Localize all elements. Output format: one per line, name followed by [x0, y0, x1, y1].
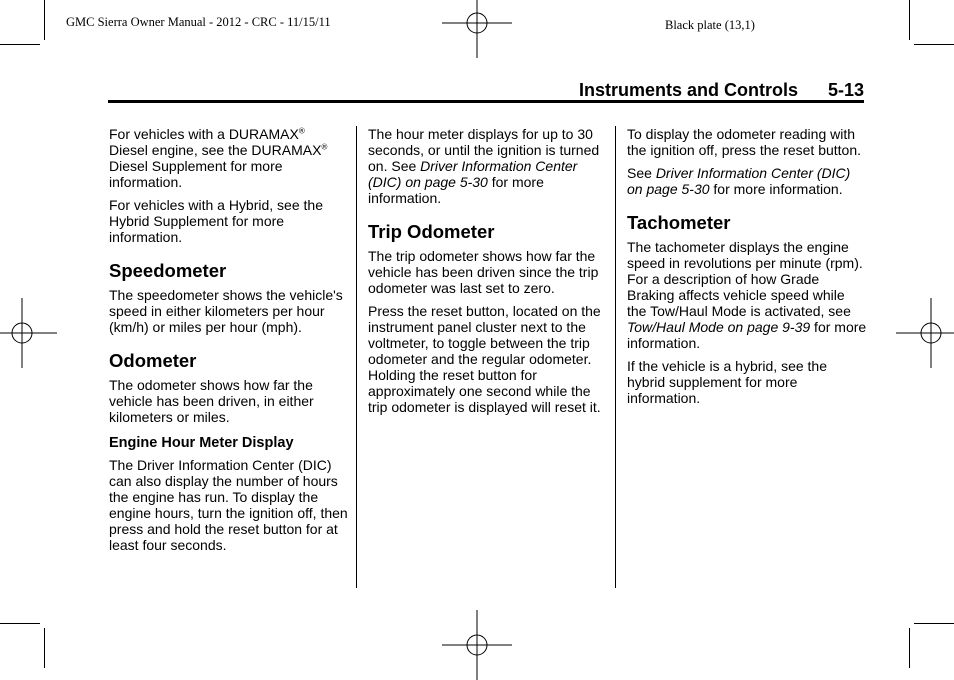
- heading-trip-odometer: Trip Odometer: [368, 221, 495, 242]
- crop-mark: [44, 0, 45, 40]
- paragraph-odometer: The odometer shows how far the vehicle has been driven, in either kilometers or miles.: [109, 377, 314, 425]
- registration-mark-left: [0, 298, 57, 368]
- text: For vehicles with a DURAMAX: [109, 126, 299, 142]
- column-2: [368, 126, 608, 422]
- paragraph-trip-odometer-2: Press the reset button, located on the instrument panel cluster next to the voltmeter, to toggle between the trip odometer and the regular odometer. Holding the reset button for approximately one second while the trip odometer is displayed will reset it.: [368, 303, 601, 415]
- crop-mark: [909, 0, 910, 40]
- text: Diesel engine, see the DURAMAX: [109, 142, 322, 158]
- plate-info-left: GMC Sierra Owner Manual - 2012 - CRC - 11/15/11: [66, 15, 331, 29]
- section-title: Instruments and Controls: [578, 80, 798, 100]
- text: for more information.: [709, 181, 843, 197]
- header-rule: [108, 100, 864, 103]
- registration-mark-right: [896, 298, 954, 368]
- text: The hour meter displays for up to 30 seconds, or until the ignition is turned on. See: [368, 126, 600, 174]
- crop-mark: [44, 628, 45, 668]
- paragraph-engine-hour-meter: The Driver Information Center (DIC) can also display the number of hours the engine has run. To display the engine hours, turn the ignition off, then press and hold the reset button for at least four seconds.: [109, 457, 348, 553]
- cross-reference-link[interactable]: Tow/Haul Mode on page 9-39: [627, 319, 811, 335]
- paragraph-hour-meter: [368, 126, 608, 206]
- text: for more information.: [627, 319, 867, 351]
- registration-mark-bottom: [442, 610, 512, 680]
- column-divider: [615, 126, 616, 588]
- crop-mark: [914, 623, 954, 624]
- running-header: [108, 80, 864, 101]
- heading-engine-hour-meter: Engine Hour Meter Display: [109, 435, 294, 451]
- paragraph-trip-odometer-1: The trip odometer shows how far the vehicle has been driven since the trip odometer was last set to zero.: [368, 248, 599, 296]
- page-number: 5-13: [827, 80, 864, 100]
- paragraph-duramax: [109, 126, 349, 190]
- crop-mark: [0, 623, 40, 624]
- paragraph-tachometer: [627, 239, 867, 351]
- column-1: [109, 126, 349, 560]
- text: for more information.: [368, 174, 544, 206]
- plate-info-right: Black plate (13,1): [665, 18, 755, 32]
- crop-mark: [0, 44, 40, 45]
- paragraph-see-dic: [627, 165, 867, 197]
- paragraph-speedometer: The speedometer shows the vehicle's speed in either kilometers per hour (km/h) or miles per hour (mph).: [109, 287, 343, 335]
- registered-mark: ®: [321, 142, 328, 152]
- text: Diesel Supplement for more information.: [109, 158, 283, 190]
- crop-mark: [914, 44, 954, 45]
- column-3: [627, 126, 867, 413]
- registration-mark-top: [442, 0, 512, 58]
- heading-tachometer: Tachometer: [627, 212, 731, 233]
- column-divider: [356, 126, 357, 588]
- paragraph-hybrid-tach: If the vehicle is a hybrid, see the hybrid supplement for more information.: [627, 358, 827, 406]
- paragraph-odometer-reading: To display the odometer reading with the ignition off, press the reset button.: [627, 126, 862, 158]
- cross-reference-link[interactable]: Driver Information Center (DIC) on page 5-30: [627, 165, 851, 197]
- heading-speedometer: Speedometer: [109, 260, 227, 281]
- text: The tachometer displays the engine speed in revolutions per minute (rpm). For a description of how Grade Braking affects vehicle speed while the Tow/Haul Mode is activated, see: [627, 239, 863, 319]
- text: See: [627, 165, 656, 181]
- cross-reference-link[interactable]: Driver Information Center (DIC) on page 5-30: [368, 158, 578, 190]
- crop-mark: [909, 628, 910, 668]
- paragraph-hybrid: For vehicles with a Hybrid, see the Hybrid Supplement for more information.: [109, 197, 323, 245]
- registered-mark: ®: [298, 126, 305, 136]
- heading-odometer: Odometer: [109, 350, 197, 371]
